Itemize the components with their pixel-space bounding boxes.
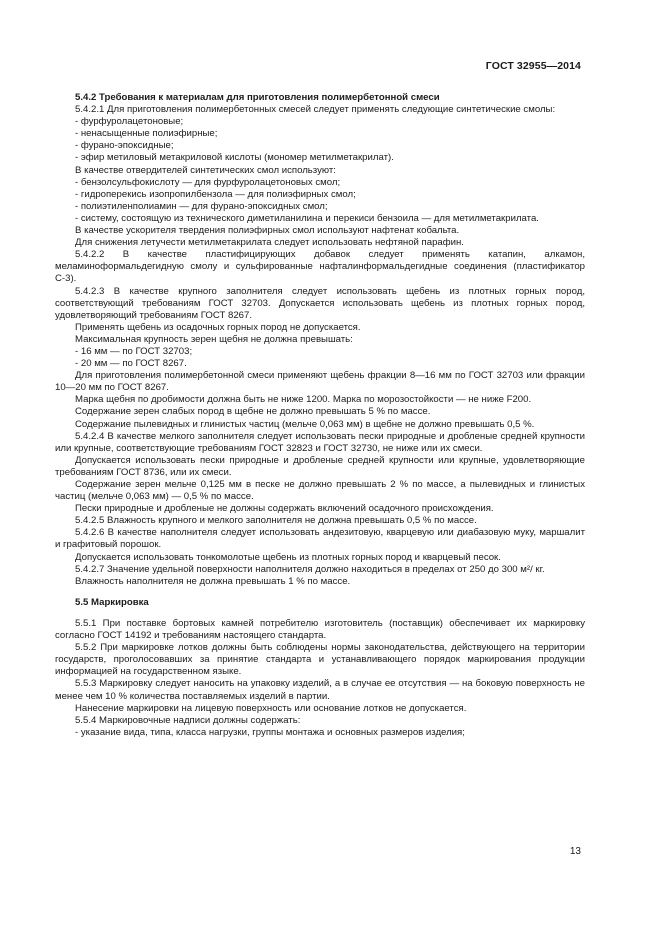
paragraph: Допускается использовать тонкомолотые щебень из плотных горных пород и кварцевый песок. [75,551,501,563]
paragraph: 5.4.2.1 Для приготовления полимербетонных смесей следует применять следующие синтетические смолы: [75,104,556,116]
list-item: - систему, состоящую из технического диметиланилина и перекиси бензоила — для метилметакрилата. [75,212,539,224]
paragraph: 5.4.2.3 В качестве крупного заполнителя следует использовать щебень из плотных горных пород, соответствующий требованиям ГОСТ 32703. Допускается использовать щебень из плотных горных пород, удовлетворяющий требованиям ГОСТ 8267. [55,285,585,321]
list-item: - гидроперекись изопропилбензола — для полиэфирных смол; [75,188,356,200]
paragraph: Для снижения летучести метилметакрилата следует использовать нефтяной парафин. [75,237,464,249]
paragraph: 5.5.2 При маркировке лотков должны быть соблюдены нормы законодательства, действующего на территории государств, проголосовавших за принятие стандарта и устанавливающего порядок маркирования продукции информацией на государственном языке. [55,642,585,678]
paragraph: Марка щебня по дробимости должна быть не ниже 1200. Марка по морозостойкости — не ниже F200. [75,394,532,406]
list-item: - ненасыщенные полиэфирные; [75,128,218,140]
paragraph: Максимальная крупность зерен щебня не должна превышать: [75,333,353,345]
list-item: - бензолсульфокислоту — для фурфуролацетоновых смол; [75,176,341,188]
list-item: - 16 мм — по ГОСТ 32703; [75,345,193,357]
paragraph: 5.5.4 Маркировочные надписи должны содержать: [75,714,301,726]
paragraph: В качестве ускорителя твердения полиэфирных смол используют нафтенат кобальта. [75,225,460,237]
list-item: - фурфуролацетоновые; [75,116,184,128]
paragraph: 5.4.2.2 В качестве пластифицирующих добавок следует применять катапин, алкамон, меламиноформальдегидную смолу и сульфированные нафталинформальдегидные соединения (пластификатор С-3). [55,249,585,285]
paragraph: Применять щебень из осадочных горных пород не допускается. [75,321,361,333]
paragraph: 5.4.2.4 В качестве мелкого заполнителя следует использовать пески природные и дробленые средней крупности или крупные, соответствующие требованиям ГОСТ 32823 и ГОСТ 32730, не ниже или их смеси. [55,430,585,454]
paragraph: 5.5.1 При поставке бортовых камней потребителю изготовитель (поставщик) обеспечивает их маркировку согласно ГОСТ 14192 и требованиям настоящего стандарта. [55,617,585,642]
paragraph: Нанесение маркировки на лицевую поверхность или основание лотков не допускается. [75,702,467,714]
paragraph: Влажность наполнителя не должна превышать 1 % по массе. [75,575,351,587]
paragraph: Допускается использовать пески природные и дробленые средней крупности или крупные, удовлетворяющие требованиям ГОСТ 8736, или их смеси. [55,454,585,478]
section-heading-5-5: 5.5 Маркировка [75,596,149,608]
list-item: - указание вида, типа, класса нагрузки, группы монтажа и основных размеров изделия; [75,726,465,738]
paragraph: 5.4.2.6 В качестве наполнителя следует использовать андезитовую, кварцевую или диабазовую муку, маршалит и графитовый порошок. [55,527,585,551]
document-body [55,92,585,739]
paragraph: Пески природные и дробленые не должны содержать включений осадочного происхождения. [75,503,494,515]
paragraph: Содержание зерен мельче 0,125 мм в песке не должно превышать 2 % по массе, а пылевидных и глинистых частиц (мельче 0,063 мм) — 0,5 % по массе. [55,479,585,503]
page-number: 13 [569,846,581,857]
paragraph: 5.5.3 Маркировку следует наносить на упаковку изделий, а в случае ее отсутствия — на боковую поверхность не менее чем 10 % количества поставляемых изделий в партии. [55,678,585,702]
section-heading-5-4-2: 5.4.2 Требования к материалам для приготовления полимербетонной смеси [75,92,440,103]
paragraph: Для приготовления полимербетонной смеси применяют щебень фракции 8—16 мм по ГОСТ 32703 или фракции 10—20 мм по ГОСТ 8267. [55,370,585,394]
paragraph: Содержание пылевидных и глинистых частиц (мельче 0,063 мм) в щебне не должно превышать 0,5 %. [75,418,535,430]
list-item: - 20 мм — по ГОСТ 8267. [75,358,187,370]
list-item: - фурано-эпоксидные; [75,140,174,152]
standard-designation: ГОСТ 32955—2014 [485,60,581,72]
paragraph: В качестве отвердителей синтетических смол используют: [75,164,336,176]
list-item: - полиэтиленполиамин — для фурано-эпоксидных смол; [75,200,328,212]
paragraph: 5.4.2.7 Значение удельной поверхности наполнителя должно находиться в пределах от 250 до 300 м²/ кг. [75,563,545,575]
list-item: - эфир метиловый метакриловой кислоты (мономер метилметакрилат). [75,152,394,164]
paragraph: Содержание зерен слабых пород в щебне не должно превышать 5 % по массе. [75,406,431,418]
paragraph: 5.4.2.5 Влажность крупного и мелкого заполнителя не должна превышать 0,5 % по массе. [75,515,477,527]
